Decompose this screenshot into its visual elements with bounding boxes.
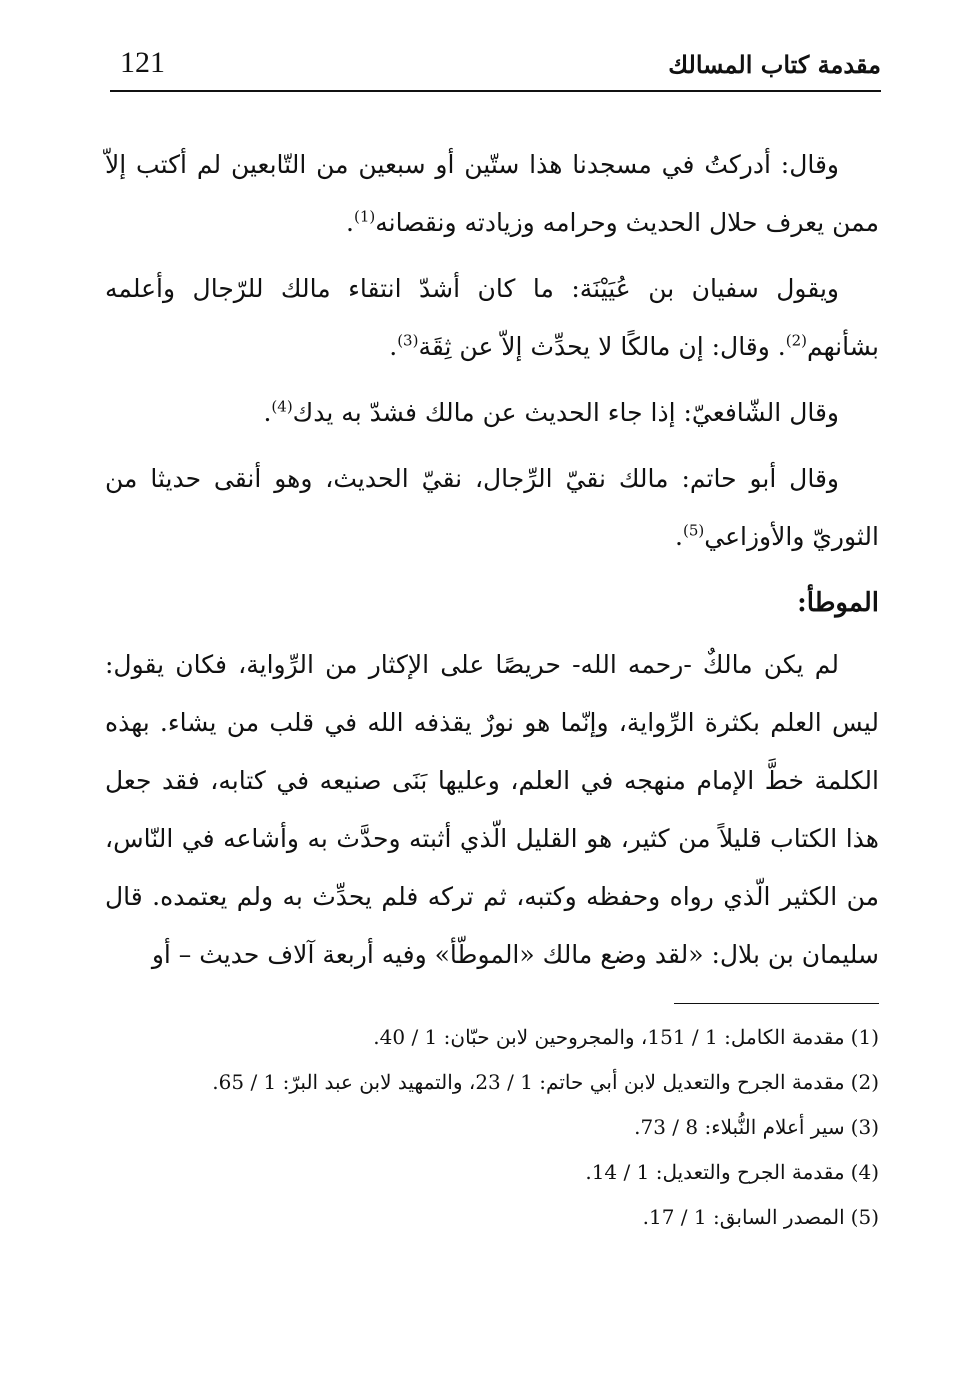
section-paragraph: لم يكن مالكٌ -رحمه الله- حريصًا على الإكثار من الرِّواية، فكان يقول: ليس العلم بكثرة الرِّواية، وإنّما هو نورٌ يقذفه الله في قلب من يشاء. بهذه الكلمة خطَّ الإمام منهجه في العلم، وعليها بَنَى صنيعه في كتابه، فقد جعل هذا الكتاب قليلاً من كثير، هو القليل الّذي أثبته وحدَّث به وأشاعه في النّاس، من الكثير الّذي رواه وحفظه وكتبه، ثم تركه فلم يحدِّث به ولم يعتمده. قال سليمان بن بلال: «لقد وضع مالك «الموطّأ» وفيه أربعة آلاف حديث – أو [105,650,879,969]
footnotes [100,1015,879,1240]
paragraph-1: وقال: أدركتُ في مسجدنا هذا ستّين أو سبعين من التّابعين لم أكتب إلاّ ممن يعرف حلال الحديث وحرامه وزيادته ونقصانه$^{(1)}$. [105,150,879,237]
footnote-4: (4)مقدمة الجرح والتعديل: 1 / 14. [585,1160,879,1184]
footnote-ref-1: (1) [353,207,376,226]
footnote-5: (5)المصدر السابق: 1 / 17. [642,1205,879,1229]
header-title: مقدمة كتاب المسالك [668,50,881,79]
footnote-2: (2)مقدمة الجرح والتعديل لابن أبي حاتم: 1 / 23، والتمهيد لابن عبد البرّ: 1 / 65. [212,1070,879,1094]
footnote-ref-4: (4) [271,397,293,416]
main-text [105,136,879,992]
footnote-3: (3)سير أعلام النُّبلاء: 8 / 73. [634,1115,879,1139]
section-heading: الموطأ: [797,588,879,618]
footnote-ref-2: (2) [785,331,807,350]
running-header [110,40,881,92]
paragraph-2: ويقول سفيان بن عُيَيْنَة: ما كان أشدّ انتقاء مالك للرّجال وأعلمه بشأنهم$^{(2)}$. وقال: إن مالكًا لا يحدِّث إلاّ عن ثِقَة$^{(3)}$. [105,274,879,361]
footnote-ref-5: (5) [683,521,705,540]
footnote-1: (1)مقدمة الكامل: 1 / 151، والمجروحين لابن حبّان: 1 / 40. [373,1025,879,1049]
footnote-divider [674,1003,879,1004]
paragraph-3: وقال الشّافعيّ: إذا جاء الحديث عن مالك فشدّ به يدك$^{(4)}$. [263,397,839,427]
footnote-ref-3: (3) [397,331,419,350]
paragraph-4: وقال أبو حاتم: مالك نقيّ الرِّجال، نقيّ الحديث، وهو أنقى حديثا من الثوريّ والأوزاعي$^{(5)}$. [105,464,879,551]
page-number: 121 [120,46,165,79]
